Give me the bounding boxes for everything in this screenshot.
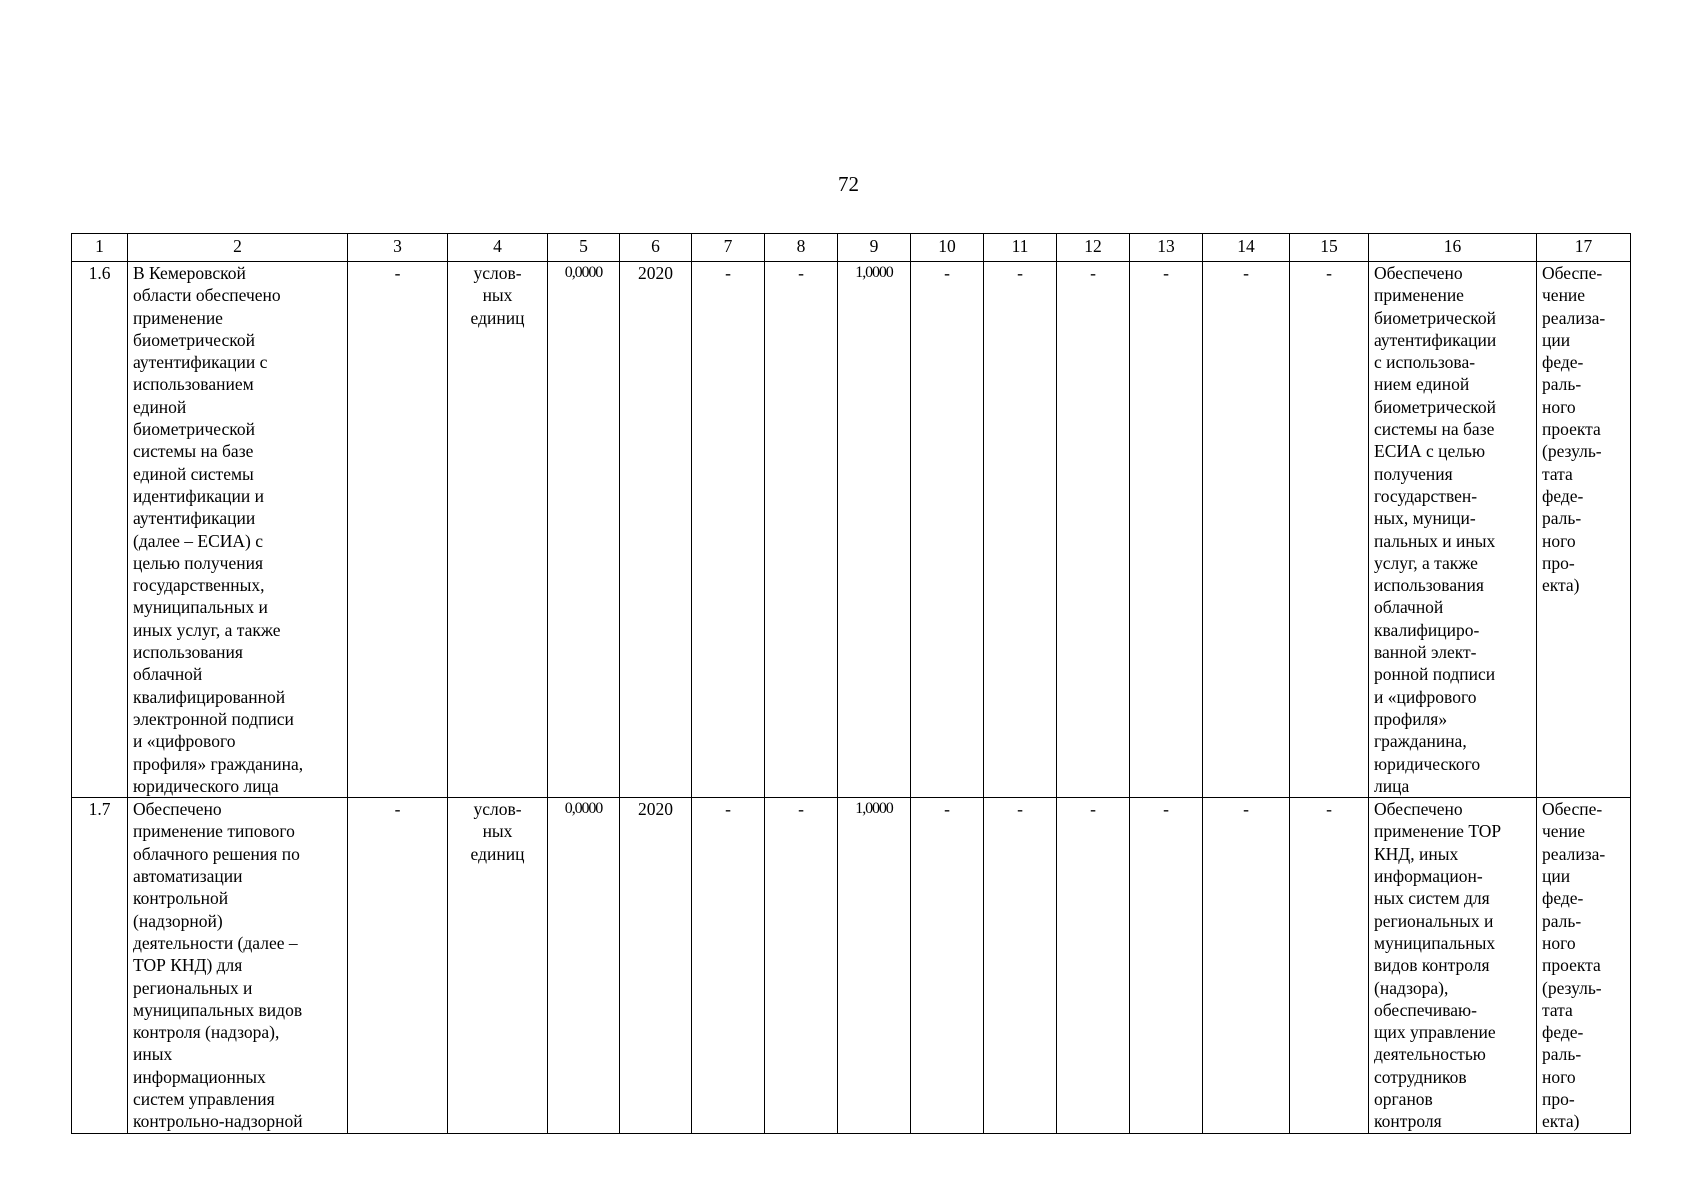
target-value: 1,0000 (838, 262, 911, 798)
header-cell-1: 1 (72, 234, 128, 262)
cell-col-7: - (692, 798, 765, 1133)
header-row (72, 234, 1631, 262)
header-cell-9: 9 (838, 234, 911, 262)
cell-col-13: - (1130, 262, 1203, 798)
indicators-table (71, 233, 1631, 1134)
cell-col-7: - (692, 262, 765, 798)
header-cell-3: 3 (348, 234, 448, 262)
cell-col-10: - (911, 262, 984, 798)
cell-col-8: - (765, 262, 838, 798)
cell-col-14: - (1203, 262, 1290, 798)
indicator-name: Обеспечено применение типового облачного решения по автоматизации контрольной (надзорной) деятельности (далее – ТОР КНД) для региональных и муниципальных видов контроля (надзора), иных информационных систем управления контрольно-надзорной (128, 798, 348, 1133)
cell-col-11: - (984, 262, 1057, 798)
cell-col-10: - (911, 798, 984, 1133)
header-cell-13: 13 (1130, 234, 1203, 262)
header-cell-15: 15 (1290, 234, 1369, 262)
cell-col-15: - (1290, 798, 1369, 1133)
base-value: 0,0000 (548, 798, 620, 1133)
page-number: 72 (838, 172, 859, 196)
cell-col-15: - (1290, 262, 1369, 798)
base-value: 0,0000 (548, 262, 620, 798)
header-cell-14: 14 (1203, 234, 1290, 262)
cell-col-8: - (765, 798, 838, 1133)
header-cell-6: 6 (620, 234, 692, 262)
expected-result: Обеспечено применение ТОР КНД, иных информацион- ных систем для региональных и муниципальных видов контроля (надзора), обеспечиваю- щих управление деятельностью сотрудников органов контроля (1369, 798, 1537, 1133)
indicator-name: В Кемеровской области обеспечено применение биометрической аутентификации с использованием единой биометрической системы на базе единой системы идентификации и аутентификации (далее – ЕСИА) с целью получения государственных, муниципальных и иных услуг, а также использования облачной квалифицированной электронной подписи и «цифрового профиля» гражданина, юридического лица (128, 262, 348, 798)
table-row (72, 262, 1631, 798)
header-cell-8: 8 (765, 234, 838, 262)
cell-col-3: - (348, 798, 448, 1133)
cell-col-12: - (1057, 262, 1130, 798)
cell-col-11: - (984, 798, 1057, 1133)
header-cell-12: 12 (1057, 234, 1130, 262)
header-cell-5: 5 (548, 234, 620, 262)
header-cell-10: 10 (911, 234, 984, 262)
row-number: 1.6 (72, 262, 128, 798)
unit-of-measure: услов- ных единиц (448, 262, 548, 798)
base-year: 2020 (620, 262, 692, 798)
unit-of-measure: услов- ных единиц (448, 798, 548, 1133)
base-year: 2020 (620, 798, 692, 1133)
target-value: 1,0000 (838, 798, 911, 1133)
cell-col-13: - (1130, 798, 1203, 1133)
cell-col-12: - (1057, 798, 1130, 1133)
expected-result: Обеспечено применение биометрической аутентификации с использова- нием единой биометрической системы на базе ЕСИА с целью получения государствен- ных, муници- пальных и иных услуг, а также использования облачной квалифициро- ванной элект- ронной подписи и «цифрового профиля» гражданина, юридического лица (1369, 262, 1537, 798)
header-cell-17: 17 (1537, 234, 1631, 262)
header-cell-2: 2 (128, 234, 348, 262)
cell-col-3: - (348, 262, 448, 798)
indicator-type: Обеспе- чение реализа- ции феде- раль- ного проекта (резуль- тата феде- раль- ного про- екта) (1537, 798, 1631, 1133)
header-cell-11: 11 (984, 234, 1057, 262)
header-cell-4: 4 (448, 234, 548, 262)
row-number: 1.7 (72, 798, 128, 1133)
table-row (72, 798, 1631, 1133)
indicator-type: Обеспе- чение реализа- ции феде- раль- ного проекта (резуль- тата феде- раль- ного про- екта) (1537, 262, 1631, 798)
header-cell-16: 16 (1369, 234, 1537, 262)
header-cell-7: 7 (692, 234, 765, 262)
cell-col-14: - (1203, 798, 1290, 1133)
